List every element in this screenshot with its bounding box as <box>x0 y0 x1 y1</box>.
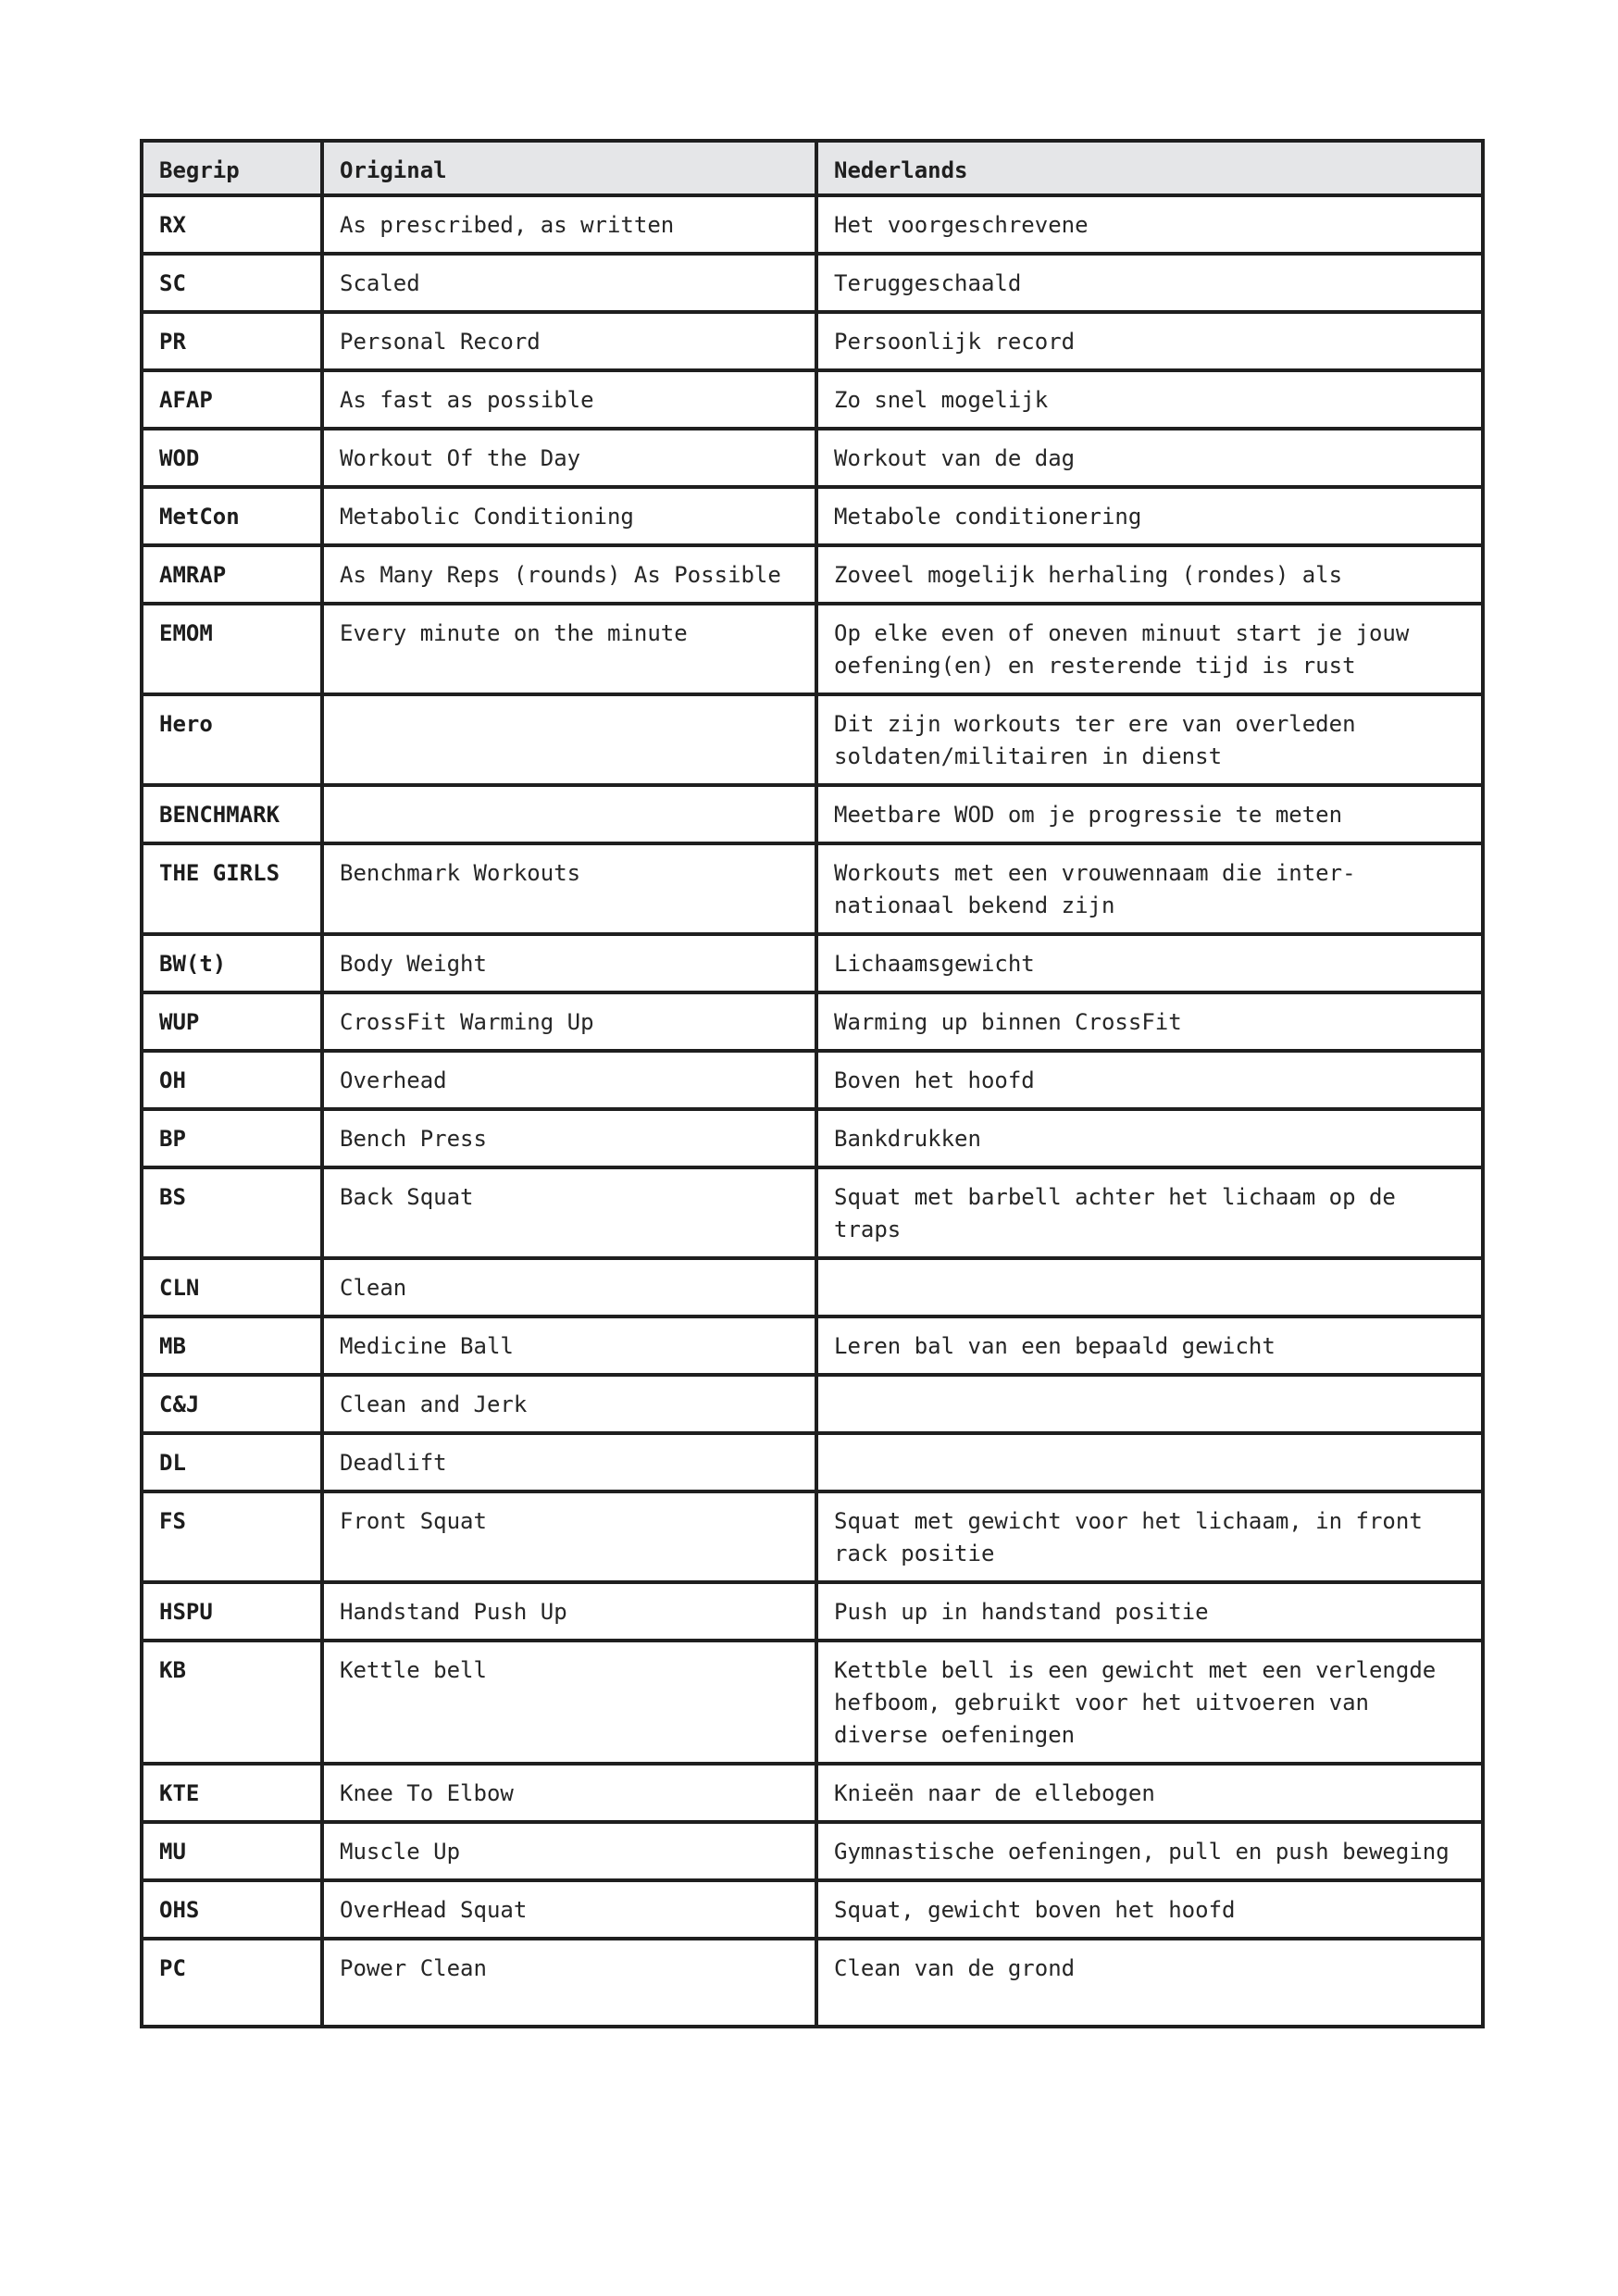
original-cell: CrossFit Warming Up <box>322 992 816 1051</box>
table-body <box>142 195 1483 2027</box>
table-row <box>142 694 1483 785</box>
dutch-cell: Warming up binnen CrossFit <box>816 992 1483 1051</box>
term-cell: C&J <box>142 1375 322 1433</box>
dutch-cell: Workouts met een vrouwennaam die inter-nationaal bekend zijn <box>816 843 1483 934</box>
table-row <box>142 1167 1483 1258</box>
original-cell: As prescribed, as written <box>322 195 816 254</box>
term-cell: MU <box>142 1822 322 1880</box>
term-cell: AFAP <box>142 370 322 429</box>
original-cell: Deadlift <box>322 1433 816 1491</box>
term-cell: RX <box>142 195 322 254</box>
term-cell: OH <box>142 1051 322 1109</box>
original-cell: Handstand Push Up <box>322 1582 816 1641</box>
term-cell: BP <box>142 1109 322 1167</box>
dutch-cell: Het voorgeschrevene <box>816 195 1483 254</box>
dutch-cell <box>816 1258 1483 1316</box>
term-cell: DL <box>142 1433 322 1491</box>
term-cell: MB <box>142 1316 322 1375</box>
dutch-cell: Boven het hoofd <box>816 1051 1483 1109</box>
table-row <box>142 312 1483 370</box>
term-cell: THE GIRLS <box>142 843 322 934</box>
term-cell: FS <box>142 1491 322 1582</box>
dutch-cell: Squat met barbell achter het lichaam op de traps <box>816 1167 1483 1258</box>
original-cell: Bench Press <box>322 1109 816 1167</box>
original-cell: Knee To Elbow <box>322 1764 816 1822</box>
table-row <box>142 545 1483 604</box>
term-cell: MetCon <box>142 487 322 545</box>
table-row <box>142 1258 1483 1316</box>
dutch-cell: Meetbare WOD om je progressie te meten <box>816 785 1483 843</box>
table-row <box>142 1316 1483 1375</box>
original-cell: Overhead <box>322 1051 816 1109</box>
original-cell: Personal Record <box>322 312 816 370</box>
table-row <box>142 785 1483 843</box>
dutch-cell: Bankdrukken <box>816 1109 1483 1167</box>
original-cell: Muscle Up <box>322 1822 816 1880</box>
table-row <box>142 843 1483 934</box>
table-row <box>142 487 1483 545</box>
table-row <box>142 429 1483 487</box>
original-cell: Clean <box>322 1258 816 1316</box>
dutch-cell: Kettble bell is een gewicht met een verlengde hefboom, gebruikt voor het uitvoeren van diverse oefeningen <box>816 1641 1483 1764</box>
original-cell: As Many Reps (rounds) As Possible <box>322 545 816 604</box>
dutch-cell: Lichaamsgewicht <box>816 934 1483 992</box>
original-cell: Medicine Ball <box>322 1316 816 1375</box>
table-row <box>142 1880 1483 1939</box>
table-row <box>142 1375 1483 1433</box>
table-row <box>142 370 1483 429</box>
table-row <box>142 1109 1483 1167</box>
table-row <box>142 1764 1483 1822</box>
term-cell: BW(t) <box>142 934 322 992</box>
table-row <box>142 1822 1483 1880</box>
column-header-dutch: Nederlands <box>816 141 1483 195</box>
original-cell: Benchmark Workouts <box>322 843 816 934</box>
original-cell: Scaled <box>322 254 816 312</box>
original-cell: Power Clean <box>322 1939 816 2027</box>
original-cell: Kettle bell <box>322 1641 816 1764</box>
dutch-cell: Dit zijn workouts ter ere van overleden soldaten/militairen in dienst <box>816 694 1483 785</box>
table-row <box>142 195 1483 254</box>
dutch-cell: Op elke even of oneven minuut start je jouw oefening(en) en resterende tijd is rust <box>816 604 1483 694</box>
dutch-cell: Zo snel mogelijk <box>816 370 1483 429</box>
table-row <box>142 1051 1483 1109</box>
term-cell: PC <box>142 1939 322 2027</box>
column-header-term: Begrip <box>142 141 322 195</box>
original-cell: Back Squat <box>322 1167 816 1258</box>
term-cell: WUP <box>142 992 322 1051</box>
term-cell: KTE <box>142 1764 322 1822</box>
crossfit-glossary-table <box>140 139 1485 2028</box>
table-row <box>142 1939 1483 2027</box>
dutch-cell: Zoveel mogelijk herhaling (rondes) als <box>816 545 1483 604</box>
original-cell: OverHead Squat <box>322 1880 816 1939</box>
dutch-cell: Clean van de grond <box>816 1939 1483 2027</box>
dutch-cell: Push up in handstand positie <box>816 1582 1483 1641</box>
original-cell: Body Weight <box>322 934 816 992</box>
dutch-cell: Teruggeschaald <box>816 254 1483 312</box>
table-row <box>142 1582 1483 1641</box>
original-cell: Every minute on the minute <box>322 604 816 694</box>
table-row <box>142 992 1483 1051</box>
term-cell: CLN <box>142 1258 322 1316</box>
column-header-original: Original <box>322 141 816 195</box>
term-cell: BENCHMARK <box>142 785 322 843</box>
dutch-cell: Squat, gewicht boven het hoofd <box>816 1880 1483 1939</box>
term-cell: EMOM <box>142 604 322 694</box>
header-row <box>142 141 1483 195</box>
dutch-cell <box>816 1375 1483 1433</box>
original-cell: Metabolic Conditioning <box>322 487 816 545</box>
original-cell: As fast as possible <box>322 370 816 429</box>
table-header <box>142 141 1483 195</box>
dutch-cell: Gymnastische oefeningen, pull en push beweging <box>816 1822 1483 1880</box>
dutch-cell <box>816 1433 1483 1491</box>
original-cell: Front Squat <box>322 1491 816 1582</box>
term-cell: OHS <box>142 1880 322 1939</box>
table-row <box>142 254 1483 312</box>
term-cell: SC <box>142 254 322 312</box>
dutch-cell: Squat met gewicht voor het lichaam, in front rack positie <box>816 1491 1483 1582</box>
dutch-cell: Leren bal van een bepaald gewicht <box>816 1316 1483 1375</box>
original-cell: Workout Of the Day <box>322 429 816 487</box>
dutch-cell: Knieën naar de ellebogen <box>816 1764 1483 1822</box>
original-cell <box>322 785 816 843</box>
term-cell: Hero <box>142 694 322 785</box>
term-cell: BS <box>142 1167 322 1258</box>
table-row <box>142 1641 1483 1764</box>
term-cell: AMRAP <box>142 545 322 604</box>
dutch-cell: Persoonlijk record <box>816 312 1483 370</box>
dutch-cell: Metabole conditionering <box>816 487 1483 545</box>
term-cell: KB <box>142 1641 322 1764</box>
term-cell: PR <box>142 312 322 370</box>
table-row <box>142 1491 1483 1582</box>
term-cell: WOD <box>142 429 322 487</box>
original-cell <box>322 694 816 785</box>
table-row <box>142 934 1483 992</box>
original-cell: Clean and Jerk <box>322 1375 816 1433</box>
table-row <box>142 1433 1483 1491</box>
term-cell: HSPU <box>142 1582 322 1641</box>
dutch-cell: Workout van de dag <box>816 429 1483 487</box>
table-row <box>142 604 1483 694</box>
